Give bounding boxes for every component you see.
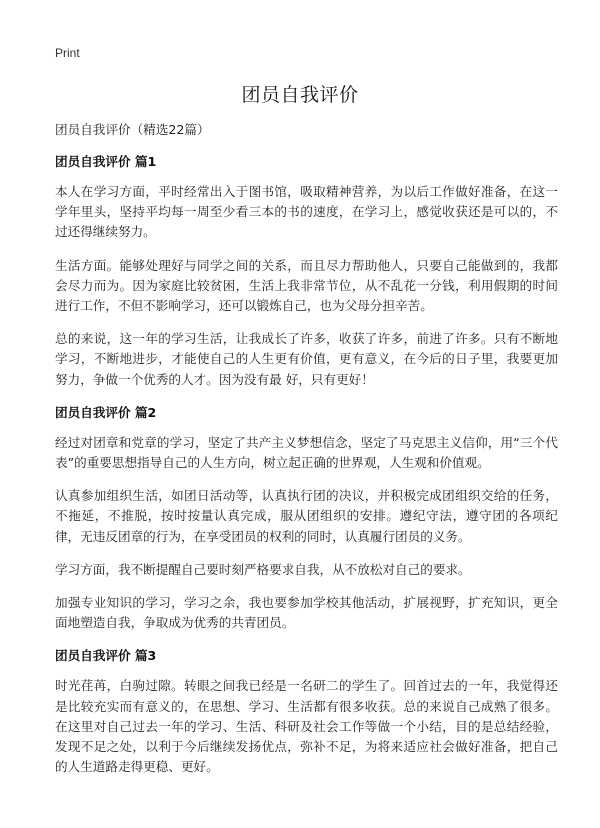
document-body — [55, 120, 558, 790]
section-1 — [55, 152, 558, 390]
document-title: 团员自我评价 — [241, 84, 359, 106]
paragraph: 加强专业知识的学习，学习之余，我也要参加学校其他活动，扩展视野，扩充知识，更全面地塑造自我，争取成为优秀的共青团员。 — [55, 595, 558, 631]
section-2 — [55, 403, 558, 634]
paragraph: 经过对团章和党章的学习，坚定了共产主义梦想信念，坚定了马克思主义信仰，用“三个代表”的重要思想指导自己的人生方向，树立起正确的世界观，人生观和价值观。 — [55, 434, 558, 471]
paragraph: 总的来说，这一年的学习生活，让我成长了许多，收获了许多，前进了许多。只有不断地学习，不断地进步，才能使自己的人生更有价值，更有意义，在今后的日子里，我要更加努力，争做一个优秀的人才。因为没有最 好，只有更好！ — [55, 331, 558, 387]
paragraph: 学习方面，我不断提醒自己要时刻严格要求自我，从不放松对自己的要求。 — [55, 561, 471, 577]
section-heading: 团员自我评价 篇1 — [55, 154, 157, 169]
section-heading: 团员自我评价 篇3 — [55, 648, 157, 664]
paragraph: 本人在学习方面，平时经常出入于图书馆，吸取精神营养，为以后工作做好准备，在这一学年里头，坚持平均每一周至少看三本的书的速度，在学习上，感觉收获还是可以的，不过还得继续努力。 — [55, 184, 558, 240]
section-3 — [55, 646, 558, 777]
paragraph: 时光荏苒，白驹过隙。转眼之间我已经是一名研二的学生了。回首过去的一年，我觉得还是比较充实而有意义的，在思想、学习、生活都有很多收获。总的来说自己成熟了很多。在这里对自己过去一年的学习、生活、科研及社会工作等做一个小结，目的是总结经验，发现不足之处，以利于今后继续发扬优点，弥补不足，为将来适应社会做好准备，把自己的人生道路走得更稳、更好。 — [55, 678, 558, 775]
print-label: Print — [55, 46, 80, 60]
paragraph: 生活方面。能够处理好与同学之间的关系，而且尽力帮助他人，只要自己能做到的，我都会尽力而为。因为家庭比较贫困，生活上我非常节位，从不乱花一分钱，利用假期的时间进行工作，不但不影响学习，还可以锻炼自己，也为父母分担辛苦。 — [55, 257, 558, 314]
document-subtitle: 团员自我评价（精选22篇） — [55, 122, 210, 137]
paragraph: 认真参加组织生活，如团日活动等，认真执行团的决议，并积极完成团组织交给的任务，不拖延，不推脱，按时按量认真完成，服从团组织的安排。遵纪守法，遵守团的各项纪律，无违反团章的行为，在享受团员的权利的同时，认真履行团员的义务。 — [55, 488, 558, 544]
section-heading: 团员自我评价 篇2 — [55, 404, 157, 420]
